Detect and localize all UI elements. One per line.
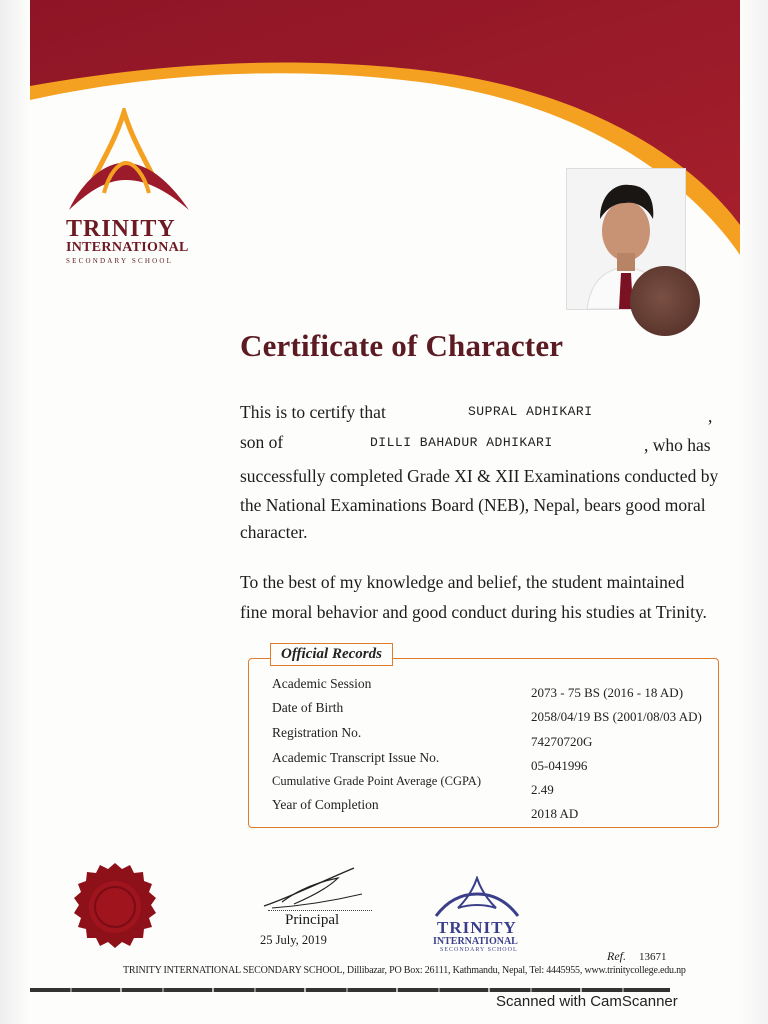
stamp-line3: SECONDARY SCHOOL [440,947,518,953]
school-name-line2: INTERNATIONAL [66,240,189,255]
school-stamp-icon [430,876,524,922]
record-value: 2018 AD [531,806,579,821]
record-label: Academic Transcript Issue No. [272,750,440,765]
body-line-5: character. [240,522,308,542]
record-value: 74270720G [531,734,593,749]
record-value: 2073 - 75 BS (2016 - 18 AD) [531,685,684,700]
body-line-4: the National Examinations Board (NEB), Nepal, bears good moral [240,495,706,515]
official-records-heading: Official Records [270,643,393,666]
record-label: Academic Session [272,676,372,691]
school-name-line1: TRINITY [66,216,176,242]
school-name-line3: SECONDARY SCHOOL [66,257,174,265]
certificate-title: Certificate of Character [240,328,564,363]
ref-number: 13671 [639,951,667,963]
embossed-seal-icon [630,266,700,336]
ref-label: Ref. [607,949,626,963]
stamp-line2: INTERNATIONAL [433,936,518,947]
body-line-3: successfully completed Grade XI & XII Examinations conducted by [240,466,719,486]
stamp-line1: TRINITY [437,918,517,937]
record-value: 05-041996 [531,758,588,773]
record-label: Registration No. [272,725,362,740]
para2-line-2: fine moral behavior and good conduct during his studies at Trinity. [240,602,707,622]
signature-line [268,910,372,911]
footer-address: TRINITY INTERNATIONAL SECONDARY SCHOOL, Dillibazar, PO Box: 26111, Kathmandu, Nepal, Tel: 4445955, www.trinitycollege.edu.np [123,965,686,976]
record-label: Year of Completion [272,797,379,812]
trinity-logo-icon [64,108,194,218]
comma: , [708,406,713,426]
record-value: 2058/04/19 BS (2001/08/03 AD) [531,709,702,724]
signature-date: 25 July, 2019 [260,933,327,947]
son-of-text: son of [240,432,284,452]
intro-text: This is to certify that [240,402,386,422]
parent-name: DILLI BAHADUR ADHIKARI [370,435,553,450]
who-has-text: , who has [644,435,711,455]
scan-edge-bar [30,988,670,992]
para2-line-1: To the best of my knowledge and belief, the student maintained [240,572,685,592]
record-label: Cumulative Grade Point Average (CGPA) [272,774,481,788]
student-name: SUPRAL ADHIKARI [468,404,593,419]
red-seal-icon [68,862,162,952]
record-label: Date of Birth [272,700,344,715]
principal-label: Principal [285,912,340,928]
camscanner-watermark: Scanned with CamScanner [496,993,678,1010]
record-value: 2.49 [531,782,554,797]
principal-signature [258,862,368,914]
